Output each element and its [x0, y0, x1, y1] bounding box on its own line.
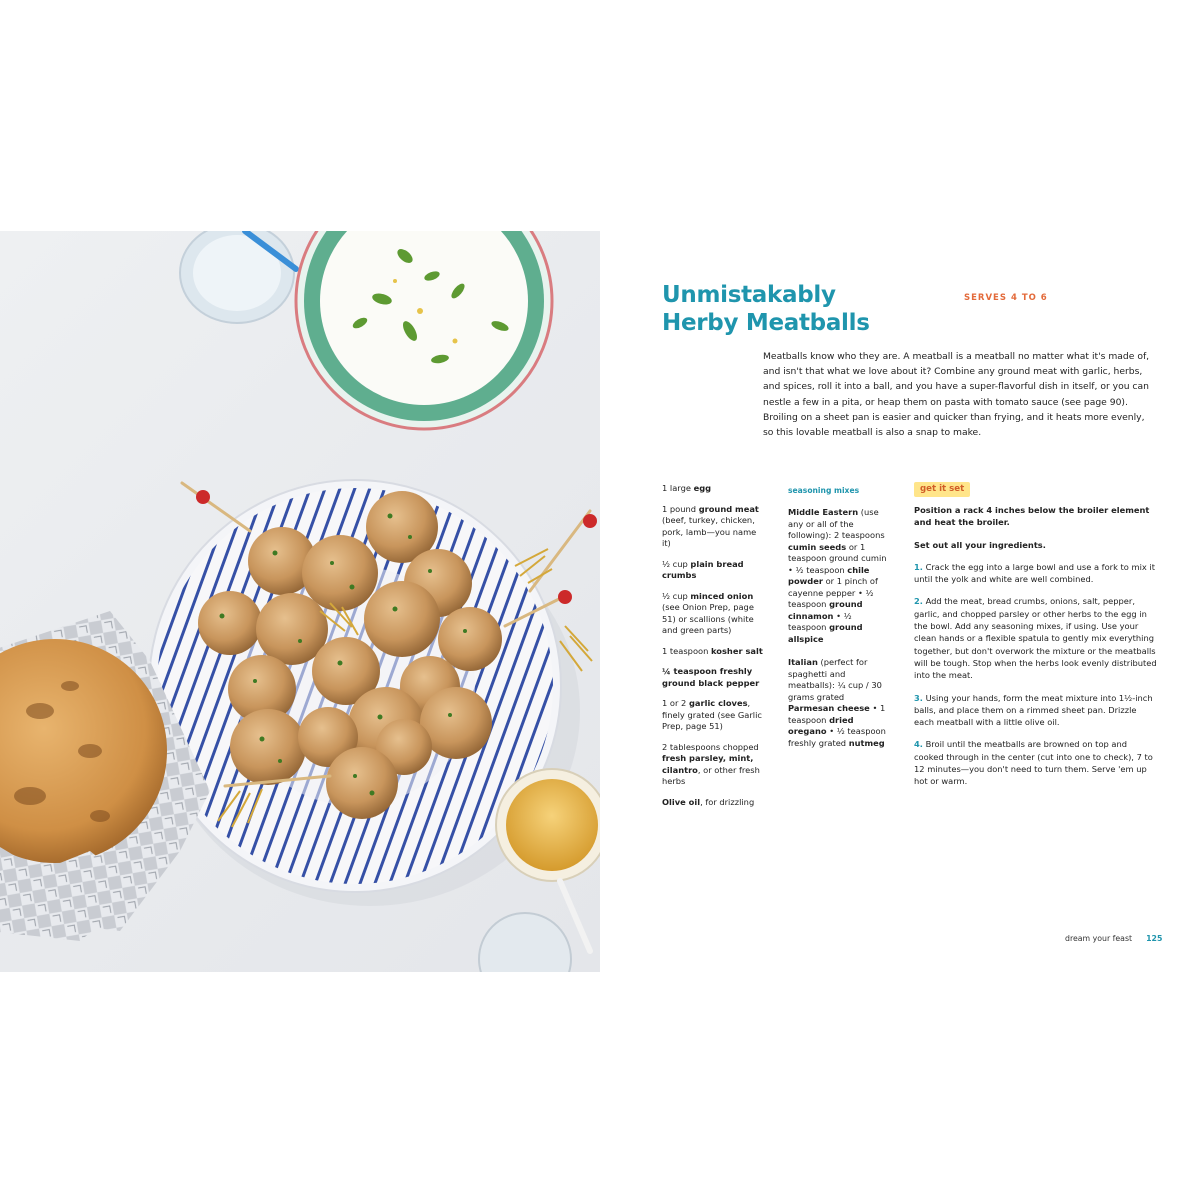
method-step: 1. Crack the egg into a large bowl and use a fork to mix it until the yolk and white are well combined.: [914, 561, 1155, 585]
ingredient-item: 1 large egg: [662, 483, 712, 493]
seasoning-heading: seasoning mixes: [788, 486, 860, 495]
ingredient-item: 1 teaspoon kosher salt: [662, 645, 763, 656]
ingredient-list: [662, 483, 764, 817]
ingredient-item: ½ cup minced onion (see Onion Prep, page 51) or scallions (white and green parts): [662, 590, 754, 635]
ingredient-item: Olive oil, for drizzling: [662, 796, 755, 807]
page-footer: [1065, 934, 1162, 943]
ingredient-item: 1 or 2 garlic cloves, finely grated (see Garlic Prep, page 51): [662, 698, 762, 731]
section-name: dream your feast: [1065, 934, 1133, 943]
ingredient-item: ½ cup plain bread crumbs: [662, 558, 744, 580]
seasoning-mixes: [788, 507, 890, 761]
prep-step: Set out all your ingredients.: [914, 539, 1046, 550]
seasoning-italian: Italian (perfect for spaghetti and meatballs): ¼ cup / 30 grams grated Parmesan cheese • 1 teaspoon dried oregano • ½ teaspoon freshly grated nutmeg: [788, 657, 886, 748]
prep-step: Position a rack 4 inches below the broiler element and heat the broiler.: [914, 505, 1150, 528]
method-step: 4. Broil until the meatballs are browned on top and cooked through in the center (cut into one to check), 7 to 12 minutes—you don't need to turn them. Serve 'em up hot or warm.: [914, 739, 1153, 787]
title-line-2: Herby Meatballs: [662, 310, 870, 336]
ingredient-item: ¼ teaspoon freshly ground black pepper: [662, 666, 760, 688]
food-photo: [0, 231, 600, 972]
title-line-1: Unmistakably: [662, 282, 836, 308]
get-it-set-label: get it set: [914, 482, 970, 497]
ingredient-item: 1 pound ground meat (beef, turkey, chicken, pork, lamb—you name it): [662, 503, 759, 548]
seasoning-middle-eastern: Middle Eastern (use any or all of the following): 2 teaspoons cumin seeds or 1 teaspoon ground cumin • ½ teaspoon chile powder or 1 pinch of cayenne pepper • ½ teaspoon ground cinnamon • ½ teaspoon ground allspice: [788, 507, 887, 644]
recipe-title: [662, 281, 870, 337]
page-number: 125: [1146, 934, 1163, 943]
method-step: 3. Using your hands, form the meat mixture into 1½-inch balls, and place them on a rimmed sheet pan. Drizzle each meatball with a little olive oil.: [914, 692, 1153, 728]
water-glass-bottom: [479, 913, 571, 972]
recipe-intro: Meatballs know who they are. A meatball is a meatball no matter what it's made of, and isn't that what we love about it? Combine any ground meat with garlic, herbs, and spices, roll it into a ball, and you have a super-flavorful dish in itself, or you can nestle a few in a pita, or heap them on pasta with tomato sauce (see page 90). Broiling on a sheet pan is easier and quicker than frying, and it heats more evenly, so this lovable meatball is also a snap to make.: [763, 351, 1150, 439]
method-step: 2. Add the meat, bread crumbs, onions, salt, pepper, garlic, and chopped parsley or other herbs to the egg in the bowl. Add any seasoning mixes, if using. Use your clean hands or a flexible spatula to gently mix everything together, but don't overwork the mixture or the meatballs will be tough. Stop when the herbs look evenly distributed into the meat.: [914, 596, 1157, 681]
serves-label: SERVES 4 TO 6: [964, 293, 1048, 303]
ingredient-item: 2 tablespoons chopped fresh parsley, mint, cilantro, or other fresh herbs: [662, 741, 760, 786]
method-steps: [914, 504, 1159, 798]
recipe-page: [600, 231, 1200, 972]
meatballs-photo-illustration: [0, 231, 600, 972]
